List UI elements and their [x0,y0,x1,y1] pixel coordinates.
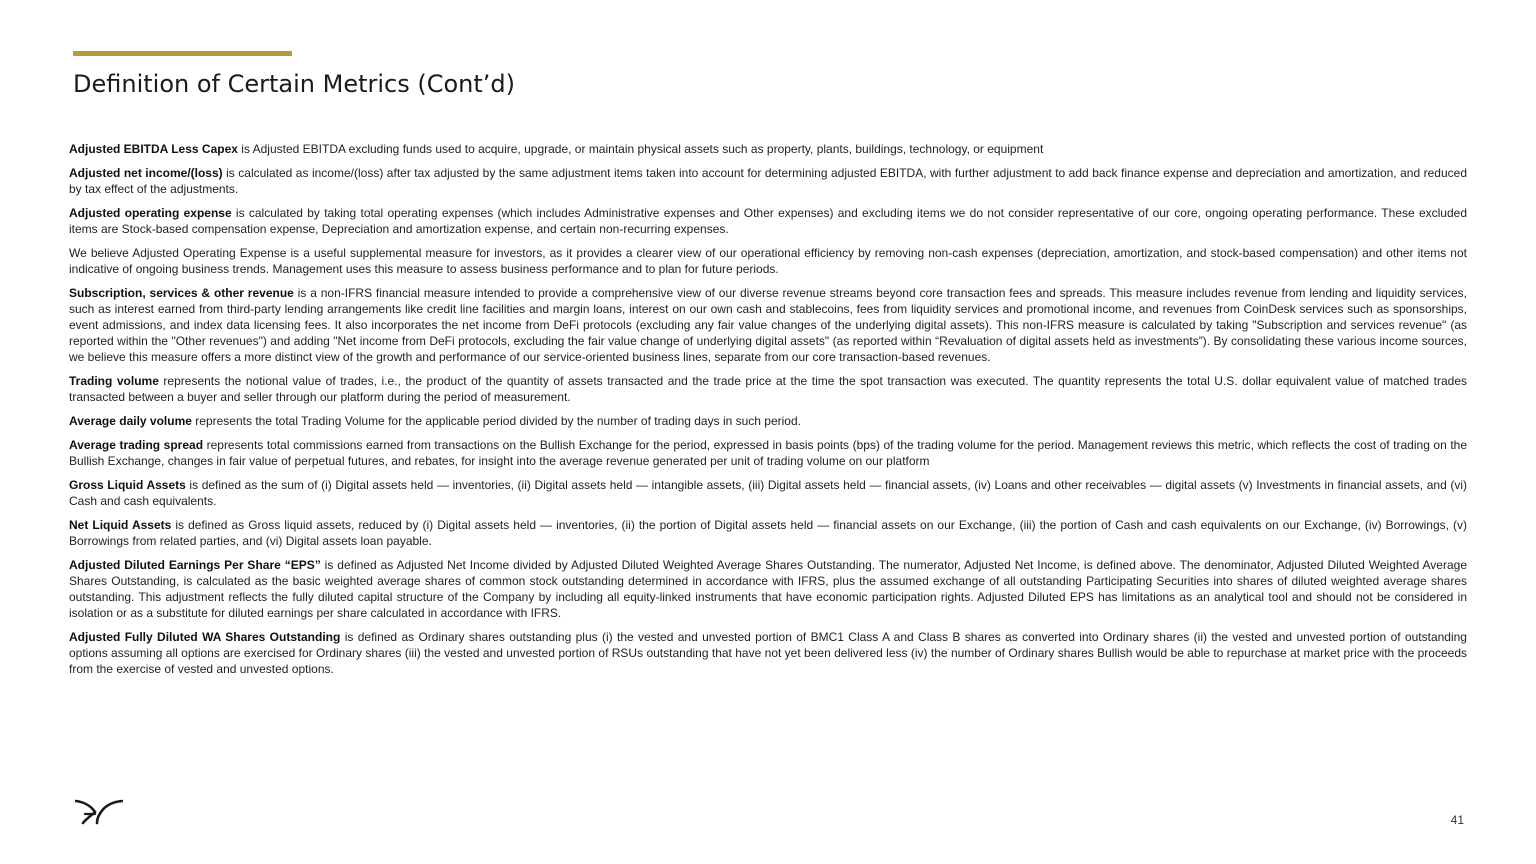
definitions-list [69,141,1467,685]
page-number: 41 [1450,813,1464,827]
definition-text: is defined as the sum of (i) Digital assets held — inventories, (ii) Digital assets held — intangible assets, (iii) Digital assets held — financial assets, (iv) Loans and other receivables — digital assets (v) Investments in financial assets, and (vi) Cash and cash equivalents. [69,478,1468,508]
definition-text: represents total commissions earned from transactions on the Bullish Exchange for the period, expressed in basis points (bps) of the trading volume for the period. Management reviews this metric, which reflects the cost of trading on the Bullish Exchange, changes in fair value of perpetual futures, and rebates, for insight into the average revenue generated per unit of trading volume on our platform [69,438,1467,468]
definition-term: Adjusted net income/(loss) [69,166,223,180]
definition-adjusted-operating-expense [69,205,1467,237]
definition-average-daily-volume [69,413,1467,429]
bullish-logo-icon [75,799,123,825]
definition-term: Adjusted Diluted Earnings Per Share “EPS” [69,558,321,572]
definition-adjusted-operating-expense-note [69,245,1467,277]
definition-term: Adjusted operating expense [69,206,232,220]
definition-text: is defined as Ordinary shares outstanding plus (i) the vested and unvested portion of BMC1 Class A and Class B shares as converted into Ordinary shares (ii) the vested and unvested portion of outstanding options assuming all options are exercised for Ordinary shares (iii) the vested and unvested portion of RSUs outstanding that have not yet been delivered less (iv) the number of Ordinary shares Bullish would be able to repurchase at market price with the proceeds from the exercise of vested and unvested options. [69,630,1467,676]
definition-text: represents the total Trading Volume for the applicable period divided by the number of trading days in such period. [191,414,801,428]
definition-adjusted-diluted-eps [69,557,1467,621]
definition-text: is defined as Adjusted Net Income divided by Adjusted Diluted Weighted Average Shares Outstanding. The numerator, Adjusted Net Income, is defined above. The denominator, Adjusted Diluted Weighted Average Shares Outstanding, is calculated as the basic weighted average shares of common stock outstanding determined in accordance with IFRS, plus the assumed exchange of all outstanding Participating Securities into shares of diluted weighted average shares outstanding. This adjustment reflects the fully diluted capital structure of the Company by including all equity-linked instruments that have economic participation rights. Adjusted Diluted EPS has limitations as an analytical tool and should not be considered in isolation or as a substitute for diluted earnings per share calculated in accordance with IFRS. [69,558,1468,620]
definition-term: Subscription, services & other revenue [69,286,294,300]
definition-gross-liquid-assets [69,477,1467,509]
definition-term: Average daily volume [69,414,192,428]
definition-term: Average trading spread [69,438,204,452]
definition-net-liquid-assets [69,517,1467,549]
definition-text: is calculated by taking total operating expenses (which includes Administrative expenses and Other expenses) and excluding items we do not consider representative of our core, ongoing operating performance. These excluded items are Stock-based compensation expense, Depreciation and amortization expense, and certain non-recurring expenses. [69,206,1467,236]
definition-text: represents the notional value of trades, i.e., the product of the quantity of assets transacted and the trade price at the time the spot transaction was executed. The quantity represents the total U.S. dollar equivalent value of matched trades transacted between a buyer and seller through our platform during the period of measurement. [69,374,1467,404]
definition-adjusted-ebitda-less-capex [69,141,1467,157]
definition-text: is Adjusted EBITDA excluding funds used to acquire, upgrade, or maintain physical assets such as property, plants, buildings, technology, or equipment [237,142,1044,156]
definition-trading-volume [69,373,1467,405]
definition-text: is defined as Gross liquid assets, reduced by (i) Digital assets held — inventories, (ii) the portion of Digital assets held — financial assets on our Exchange, (iii) the portion of Cash and cash equivalents on our Exchange, (iv) Borrowings, (v) Borrowings from related parties, and (vi) Digital assets loan payable. [69,518,1467,548]
definition-average-trading-spread [69,437,1467,469]
definition-text: is a non-IFRS financial measure intended to provide a comprehensive view of our diverse revenue streams beyond core transaction fees and spreads. This measure includes revenue from lending and liquidity services, such as interest earned from third-party lending arrangements like credit line facilities and margin loans, interest on our own cash and stablecoins, fees from liquidity services and promotional income, and revenues from CoinDesk services such as sponsorships, event admissions, and index data licensing fees. It also incorporates the net income from DeFi protocols (excluding any fair value changes of the underlying digital assets). This non-IFRS measure is calculated by taking "Subscription and services revenue" (as reported within the "Other revenues") and adding "Net income from DeFi protocols, excluding the fair value change of underlying digital assets" (as reported within “Revaluation of digital assets held as investments”). By consolidating these various income sources, we believe this measure offers a more distinct view of the growth and performance of our service-oriented business lines, separate from our core transaction-based revenues. [69,286,1467,364]
definition-term: Trading volume [69,374,159,388]
definition-subscription-services-other-revenue [69,285,1467,365]
definition-term: Adjusted Fully Diluted WA Shares Outstanding [69,630,341,644]
definition-text: is calculated as income/(loss) after tax adjusted by the same adjustment items taken into account for determining adjusted EBITDA, with further adjustment to add back finance expense and depreciation and amortization, and reduced by tax effect of the adjustments. [69,166,1467,196]
definition-term: Net Liquid Assets [69,518,172,532]
definition-text: We believe Adjusted Operating Expense is a useful supplemental measure for investors, as it provides a clearer view of our operational efficiency by removing non-cash expenses (depreciation, amortization, and stock-based compensation) and other items not indicative of ongoing business trends. Management uses this measure to assess business performance and to plan for future periods. [69,246,1467,276]
definition-term: Gross Liquid Assets [69,478,186,492]
definition-adjusted-net-income [69,165,1467,197]
definition-adjusted-fully-diluted-wa-shares [69,629,1467,677]
definition-term: Adjusted EBITDA Less Capex [69,142,238,156]
title-accent-bar [73,51,292,56]
page-title: Definition of Certain Metrics (Cont’d) [73,70,516,98]
